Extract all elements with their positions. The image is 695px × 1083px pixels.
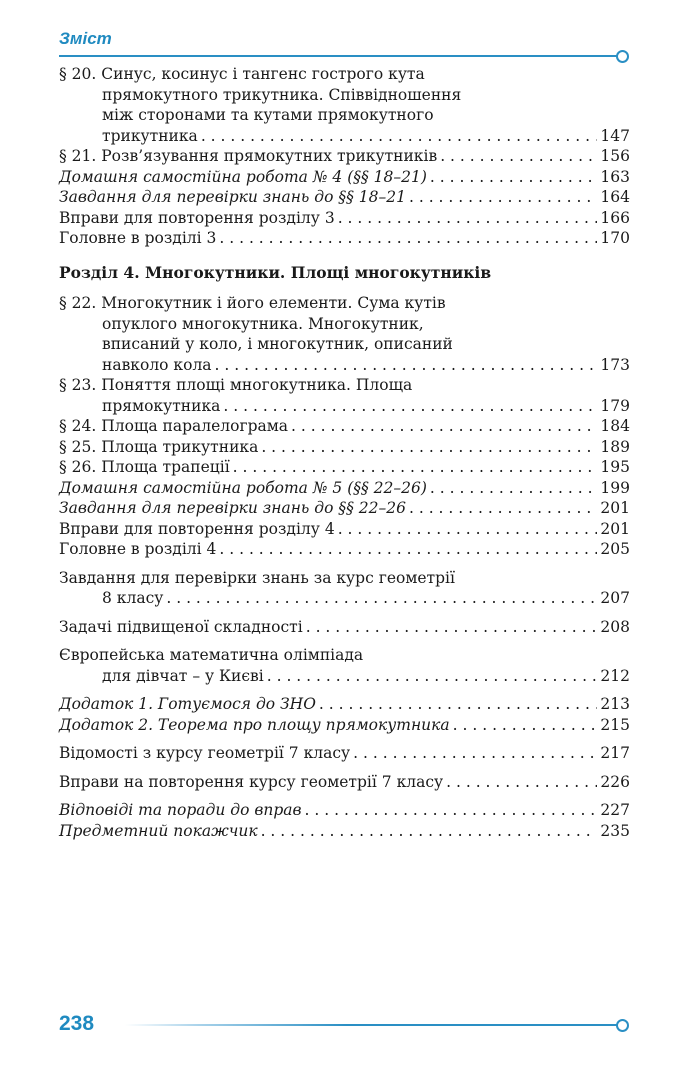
toc-page-number: 164 — [600, 188, 630, 206]
toc-page-number: 205 — [600, 540, 630, 558]
toc-entry-text: Домашня самостійна робота № 5 (§§ 22–26) — [59, 478, 427, 497]
toc-page-number: 199 — [600, 478, 630, 497]
toc-entry[interactable] — [59, 568, 630, 609]
toc-page-number: 173 — [600, 355, 630, 374]
toc-dot-leader — [261, 821, 598, 842]
toc-page-number: 184 — [600, 417, 630, 435]
toc-entry-text: прямокутного трикутника. Співвідношення — [102, 85, 462, 104]
toc-page-number: 163 — [600, 167, 630, 186]
toc-dot-leader — [219, 539, 597, 560]
toc-entry[interactable] — [59, 519, 630, 540]
toc-dot-leader — [430, 478, 597, 499]
toc-entry-text: Домашня самостійна робота № 4 (§§ 18–21) — [59, 167, 427, 186]
table-of-contents — [59, 64, 630, 841]
toc-entry[interactable] — [59, 800, 630, 821]
toc-group-chapter-4 — [59, 293, 630, 560]
toc-entry-text: 8 класу — [102, 589, 164, 607]
toc-entry-text: § 25. Площа трикутника — [59, 437, 259, 456]
toc-entry-text: § 23. Поняття площі многокутника. Площа — [59, 376, 413, 394]
toc-page-number: 156 — [600, 147, 630, 165]
toc-entry-text: Завдання для перевірки знань до §§ 22–26 — [59, 499, 406, 517]
toc-entry[interactable] — [59, 457, 630, 478]
header-rule-end-circle — [616, 50, 629, 63]
toc-dot-leader — [430, 167, 597, 188]
toc-entry-text: Завдання для перевірки знань до §§ 18–21 — [59, 188, 406, 206]
toc-entry[interactable] — [59, 375, 630, 416]
toc-page-number: 215 — [600, 715, 630, 734]
toc-entry-text: для дівчат – у Києві — [102, 666, 264, 685]
toc-entry-text: Вправи на повторення курсу геометрії 7 класу — [59, 772, 444, 791]
toc-entry-text: вписаний у коло, і многокутник, описаний — [102, 335, 453, 353]
toc-entry[interactable] — [59, 498, 630, 519]
toc-group-appendix — [59, 568, 630, 842]
toc-dot-leader — [201, 126, 598, 147]
toc-entry-text: прямокутника — [102, 396, 221, 415]
toc-dot-leader — [291, 416, 597, 437]
header-rule — [59, 55, 618, 57]
toc-page-number: 207 — [600, 589, 630, 607]
toc-page-number: 217 — [600, 744, 630, 762]
toc-page-number: 226 — [600, 772, 630, 791]
toc-page-number: 235 — [600, 821, 630, 840]
toc-entry[interactable] — [59, 416, 630, 437]
toc-page-number: 189 — [600, 437, 630, 456]
toc-page-number: 208 — [600, 617, 630, 636]
page-header-title: Зміст — [59, 29, 112, 48]
toc-entry-text: § 22. Многокутник і його елементи. Сума кутів — [59, 294, 446, 312]
toc-entry[interactable] — [59, 821, 630, 842]
toc-page-number: 212 — [600, 666, 630, 685]
toc-entry-text: Задачі підвищеної складності — [59, 617, 303, 636]
toc-entry-text: Вправи для повторення розділу 3 — [59, 208, 335, 227]
toc-page-number: 201 — [600, 519, 630, 538]
toc-entry[interactable] — [59, 772, 630, 793]
toc-entry-text: Головне в розділі 3 — [59, 229, 217, 247]
toc-entry-text: § 20. Синус, косинус і тангенс гострого кута — [59, 65, 425, 83]
toc-entry[interactable] — [59, 743, 630, 764]
toc-entry[interactable] — [59, 228, 630, 249]
toc-dot-leader — [215, 355, 598, 376]
toc-page-number: 195 — [600, 458, 630, 476]
toc-dot-leader — [440, 146, 597, 167]
toc-entry-text: § 26. Площа трапеції — [59, 458, 230, 476]
toc-dot-leader — [267, 666, 598, 687]
toc-entry[interactable] — [59, 64, 630, 146]
toc-entry[interactable] — [59, 645, 630, 686]
toc-entry-text: Головне в розділі 4 — [59, 540, 217, 558]
toc-entry-text: § 21. Розв’язування прямокутних трикутників — [59, 147, 438, 165]
toc-group-chapter-3 — [59, 64, 630, 249]
toc-page-number: 166 — [600, 208, 630, 227]
toc-dot-leader — [223, 396, 597, 417]
toc-entry[interactable] — [59, 187, 630, 208]
toc-dot-leader — [166, 588, 597, 609]
toc-dot-leader — [338, 519, 598, 540]
toc-dot-leader — [306, 617, 598, 638]
page-number: 238 — [59, 1012, 95, 1035]
toc-entry-text: між сторонами та кутами прямокутного — [102, 106, 434, 124]
toc-entry-text: Відповіді та поради до вправ — [59, 801, 302, 819]
toc-entry[interactable] — [59, 146, 630, 167]
toc-dot-leader — [261, 437, 597, 458]
toc-entry-text: Завдання для перевірки знань за курс геометрії — [59, 568, 455, 587]
toc-dot-leader — [446, 772, 597, 793]
toc-dot-leader — [319, 694, 597, 715]
footer-rule-end-circle — [616, 1019, 629, 1032]
toc-entry-text: Вправи для повторення розділу 4 — [59, 519, 335, 538]
toc-entry[interactable] — [59, 694, 630, 715]
toc-entry[interactable] — [59, 539, 630, 560]
toc-entry-text: Додаток 2. Теорема про площу прямокутника — [59, 715, 450, 734]
toc-entry[interactable] — [59, 715, 630, 736]
toc-entry-text: опуклого многокутника. Многокутник, — [102, 314, 424, 333]
toc-entry-text: трикутника — [102, 126, 198, 145]
toc-page-number: 179 — [600, 396, 630, 415]
toc-entry[interactable] — [59, 617, 630, 638]
toc-dot-leader — [409, 498, 597, 519]
toc-page-number: 170 — [600, 229, 630, 247]
toc-page-number: 227 — [600, 801, 630, 819]
toc-dot-leader — [353, 743, 597, 764]
toc-entry[interactable] — [59, 437, 630, 458]
toc-dot-leader — [338, 208, 598, 229]
toc-dot-leader — [219, 228, 597, 249]
toc-dot-leader — [409, 187, 597, 208]
toc-entry-text: навколо кола — [102, 355, 212, 374]
footer-rule — [125, 1024, 618, 1026]
toc-entry[interactable] — [59, 293, 630, 375]
toc-dot-leader — [453, 715, 598, 736]
toc-entry-text: Європейська математична олімпіада — [59, 646, 364, 664]
toc-entry-text: Предметний покажчик — [59, 821, 258, 840]
section-4-heading: Розділ 4. Многокутники. Площі многокутників — [59, 262, 492, 282]
toc-entry-text: Додаток 1. Готуємося до ЗНО — [59, 695, 316, 713]
toc-entry[interactable] — [59, 167, 630, 188]
toc-page-number: 213 — [600, 695, 630, 713]
toc-entry[interactable] — [59, 208, 630, 229]
toc-dot-leader — [305, 800, 598, 821]
toc-entry-text: Відомості з курсу геометрії 7 класу — [59, 744, 351, 762]
toc-entry[interactable] — [59, 478, 630, 499]
toc-entry-text: § 24. Площа паралелограма — [59, 417, 289, 435]
toc-dot-leader — [233, 457, 598, 478]
toc-page-number: 201 — [600, 499, 630, 517]
toc-page-number: 147 — [600, 126, 630, 145]
